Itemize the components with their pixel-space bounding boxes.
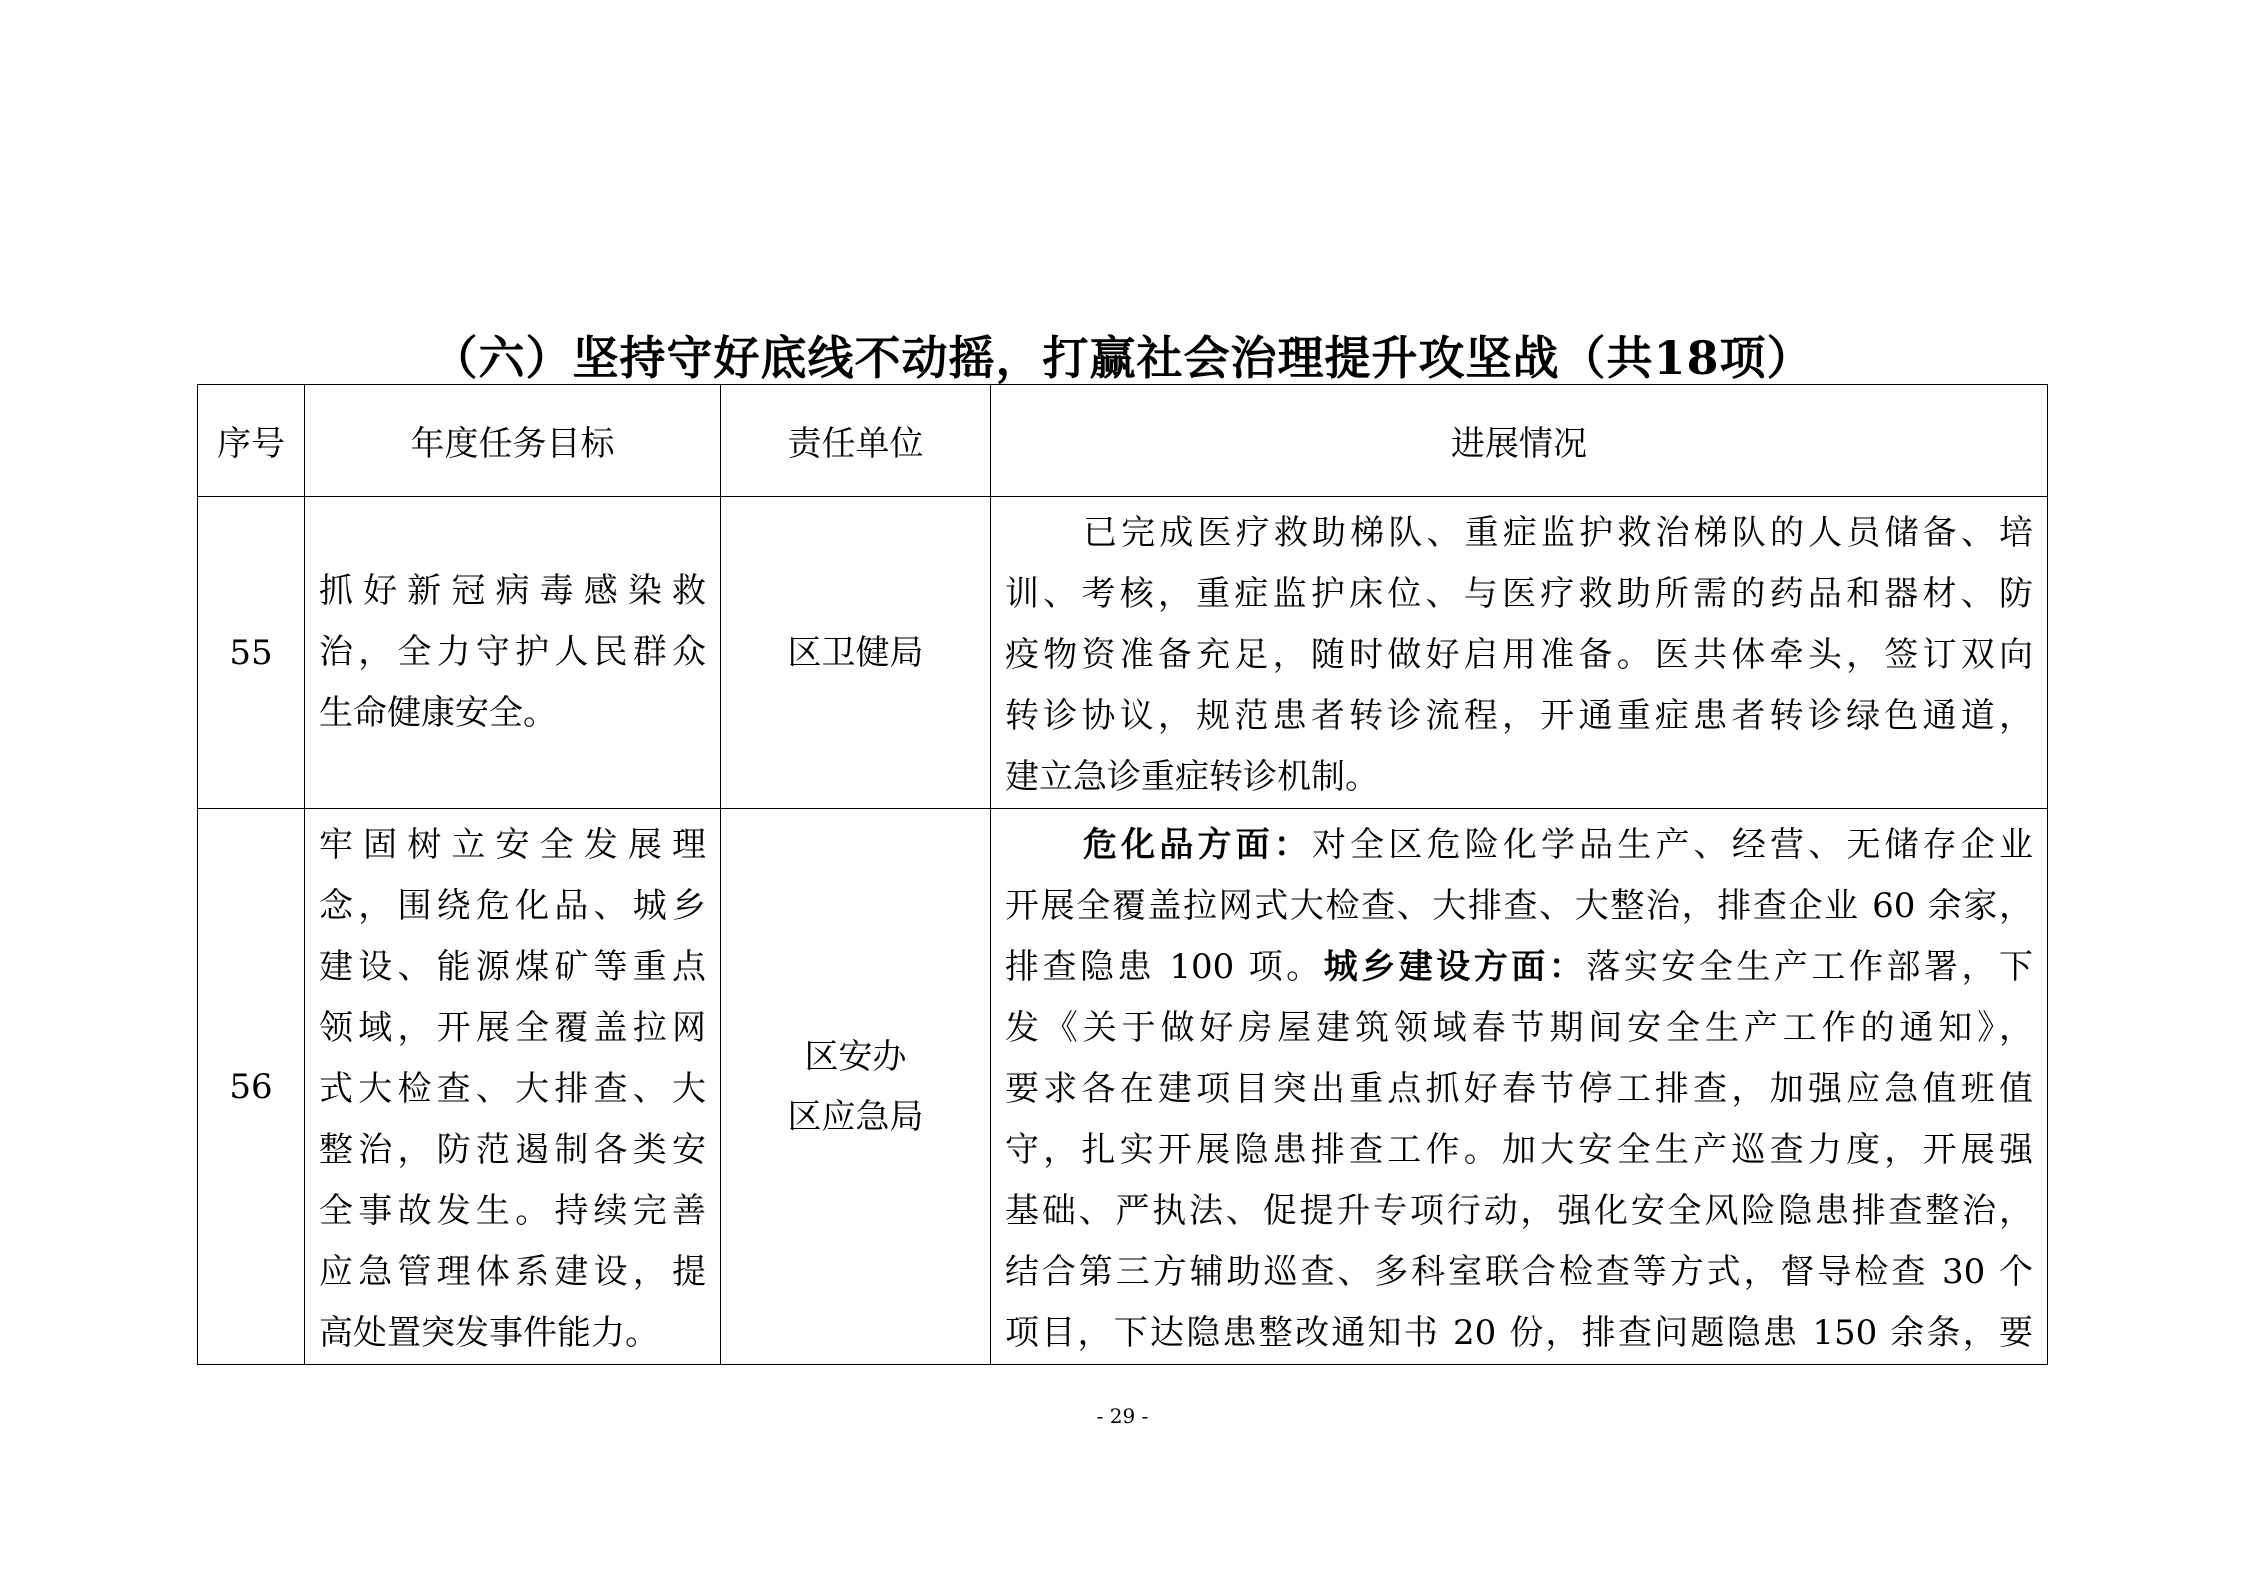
task-target: [305, 809, 721, 1365]
task-target: [305, 497, 721, 809]
progress-status: [991, 497, 2048, 809]
header-progress: 进展情况: [991, 385, 2048, 497]
target-line: 建设、能源煤矿等重点: [319, 947, 706, 987]
progress-line: 基础、严执法、促提升专项行动，强化安全风险隐患排查整治，: [1005, 1191, 2033, 1231]
target-line: 领域，开展全覆盖拉网: [319, 1008, 706, 1048]
progress-text: 对全区危险化学品生产、经营、无储存企业: [1312, 825, 2033, 865]
target-line: 式大检查、大排查、大: [319, 1069, 706, 1109]
target-line: 高处置突发事件能力。: [319, 1313, 659, 1353]
target-line: 治，全力守护人民群众: [319, 632, 706, 672]
progress-line: 守，扎实开展隐患排查工作。加大安全生产巡查力度，开展强: [1005, 1130, 2033, 1170]
target-line: 抓好新冠病毒感染救: [319, 571, 706, 611]
target-line: 应急管理体系建设，提: [319, 1252, 706, 1292]
header-no: 序号: [198, 385, 305, 497]
unit-name: 区安办: [804, 1036, 907, 1077]
responsible-unit: [721, 497, 991, 809]
progress-line: 疫物资准备充足，随时做好启用准备。医共体牵头，签订双向: [1005, 635, 2033, 675]
header-unit: 责任单位: [721, 385, 991, 497]
category-construction-label: 城乡建设方面：: [1323, 947, 1587, 987]
row-number: 55: [198, 497, 305, 809]
progress-line: 转诊协议，规范患者转诊流程，开通重症患者转诊绿色通道，: [1005, 696, 2033, 736]
progress-line: 训、考核，重症监护床位、与医疗救助所需的药品和器材、防: [1005, 574, 2033, 614]
row-number: 56: [198, 809, 305, 1365]
table-row: [198, 497, 2048, 809]
progress-status: [991, 809, 2048, 1365]
table-row: [198, 809, 2048, 1365]
table-header-row: [198, 385, 2048, 497]
target-line: 全事故发生。持续完善: [319, 1191, 706, 1231]
progress-text: 落实安全生产工作部署，下: [1586, 947, 2033, 987]
target-line: 整治，防范遏制各类安: [319, 1130, 706, 1170]
header-target: 年度任务目标: [305, 385, 721, 497]
progress-line: 已完成医疗救助梯队、重症监护救治梯队的人员储备、培: [1083, 513, 2033, 553]
unit-name: 区应急局: [787, 1096, 924, 1137]
task-table: [197, 384, 2048, 1365]
target-line: 牢固树立安全发展理: [319, 825, 706, 865]
unit-name: 区卫健局: [787, 632, 924, 673]
target-line: 念，围绕危化品、城乡: [319, 886, 706, 926]
page-number: - 29 -: [1096, 1404, 1149, 1428]
progress-line: 结合第三方辅助巡查、多科室联合检查等方式，督导检查 30 个: [1005, 1252, 2033, 1292]
target-line: 生命健康安全。: [319, 693, 557, 733]
section-title: （六）坚持守好底线不动摇，打赢社会治理提升攻坚战（共18项）: [431, 331, 1814, 385]
progress-line: 发《关于做好房屋建筑领域春节期间安全生产工作的通知》，: [1005, 1008, 2033, 1048]
responsible-unit: [721, 809, 991, 1365]
progress-line: [1005, 815, 2033, 876]
progress-line: 开展全覆盖拉网式大检查、大排查、大整治，排查企业 60 余家，: [1005, 886, 2033, 926]
category-hazchem-label: 危化品方面：: [1083, 825, 1312, 865]
progress-text: 排查隐患 100 项。: [1005, 947, 1324, 987]
progress-line: 项目，下达隐患整改通知书 20 份，排查问题隐患 150 余条，要: [1005, 1313, 2033, 1353]
progress-line: [1005, 937, 2033, 998]
progress-line: 要求各在建项目突出重点抓好春节停工排查，加强应急值班值: [1005, 1069, 2033, 1109]
progress-line: 建立急诊重症转诊机制。: [1005, 757, 1379, 797]
